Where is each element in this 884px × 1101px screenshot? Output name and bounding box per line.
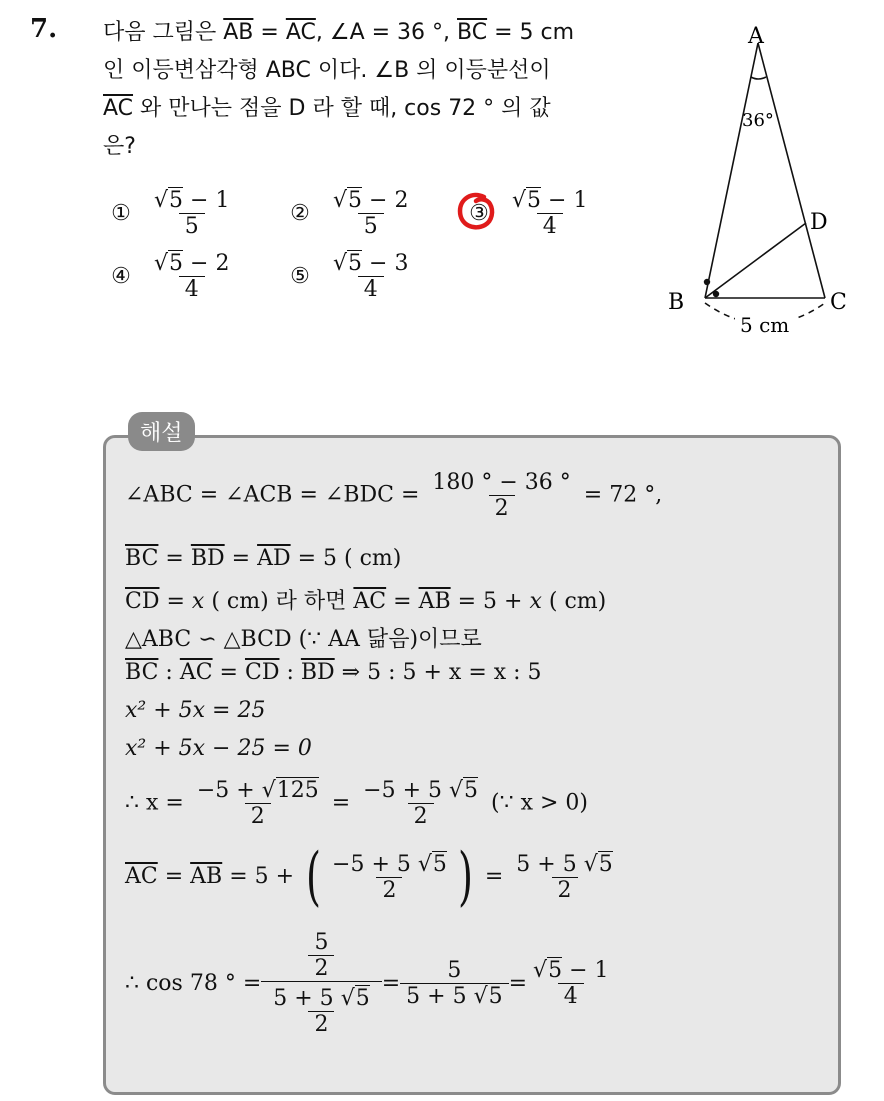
solution-line-9: $\overline{AC} = \overline{AB} = 5$ + ( $\frac{-5 + 5 √5}{2}$ ) = $\frac{5 + 5 √5}{2}$	[125, 840, 613, 914]
solution-line-8: ∴ x = $\frac{-5 + √125}{2}$ = $\frac{-5 + 5 √5}{2}$ (∵ x > 0)	[125, 778, 588, 829]
solution-line-3: $\overline{CD} = x$ ( cm) 라 하면 $\overline{AC} = \overline{AB} = 5 + x$ ( cm)	[125, 589, 607, 614]
solution-line-6: x² + 5x = 25	[125, 698, 266, 723]
solution-line-10: ∴ cos 78 ° = $\frac{\frac{5}{2}}{\frac{5 + 5 √5}{2}}$ = $\frac{5}{5 + 5 √5}$ = $\frac{√5 - 1}{4}$	[125, 930, 609, 1037]
solution-line-4: △ABC ∽ △BCD (∵ AA 닮음)이므로	[125, 627, 482, 652]
problem-number: 7.	[30, 14, 58, 44]
problem-line-2: 인 이등변삼각형 ABC 이다. ∠B 의 이등분선이	[103, 58, 551, 83]
label-c: C	[830, 290, 847, 315]
bisector-bd	[705, 223, 806, 298]
choice-4-fraction: $\frac{√5 - 2}{4}$	[154, 251, 230, 302]
choice-5[interactable]: ⑤ $\frac{√5 - 3}{4}$	[287, 251, 414, 302]
problem-text	[103, 14, 643, 166]
choice-4[interactable]: ④ $\frac{√5 - 2}{4}$	[108, 251, 235, 302]
choice-3[interactable]: ③ $\frac{√5 - 1}{4}$	[466, 188, 593, 239]
side-ab	[705, 43, 758, 298]
solution-tag: 해설	[128, 412, 195, 451]
choice-1-fraction: $\frac{√5 - 1}{5}$	[154, 188, 230, 239]
angle-mark-dot	[704, 279, 710, 285]
choice-5-fraction: $\frac{√5 - 3}{4}$	[333, 251, 409, 302]
answer-circle-mark	[454, 189, 500, 235]
label-a: A	[748, 24, 764, 49]
problem-line-4: 은?	[103, 134, 136, 159]
solution-line-5: $\overline{BC}$ : $\overline{AC} = \overline{CD}$ : $\overline{BD}$ ⇒ 5 : 5 + x = x : 5	[125, 660, 542, 685]
segment-ab: $\overline{AB}$	[223, 20, 254, 45]
segment-ac: $\overline{AC}$	[285, 20, 316, 45]
choice-1[interactable]: ① $\frac{√5 - 1}{5}$	[108, 188, 235, 239]
angle-mark-dot	[713, 291, 719, 297]
choice-2-fraction: $\frac{√5 - 2}{5}$	[333, 188, 409, 239]
base-length-label: 5 cm	[740, 313, 790, 337]
angle-label: 36°	[742, 110, 774, 131]
triangle-figure	[660, 15, 860, 345]
solution-line-2: $\overline{BC} = \overline{BD} = \overline{AD} = 5$ ( cm)	[125, 546, 402, 571]
solution-line-7: x² + 5x − 25 = 0	[125, 736, 312, 761]
choice-3-fraction: $\frac{√5 - 1}{4}$	[512, 188, 588, 239]
label-d: D	[810, 210, 828, 235]
segment-bc: $\overline{BC}$	[457, 20, 488, 45]
angle-arc	[751, 77, 766, 79]
label-b: B	[668, 290, 685, 315]
solution-line-1: ∠ABC = ∠ACB = ∠BDC = $\frac{180 ^\circ - 36 ^\circ}{2}$ = 72 °,	[125, 470, 663, 521]
problem-line-1: 다음 그림은 $\overline{AB} = \overline{AC}$, ∠A = 36 °, $\overline{BC} = 5$ cm	[103, 20, 575, 45]
problem-line-3: $\overline{AC}$ 와 만나는 점을 D 라 할 때, cos 72 ° 의 값	[103, 96, 551, 121]
choice-2[interactable]: ② $\frac{√5 - 2}{5}$	[287, 188, 414, 239]
side-ac	[758, 43, 825, 298]
